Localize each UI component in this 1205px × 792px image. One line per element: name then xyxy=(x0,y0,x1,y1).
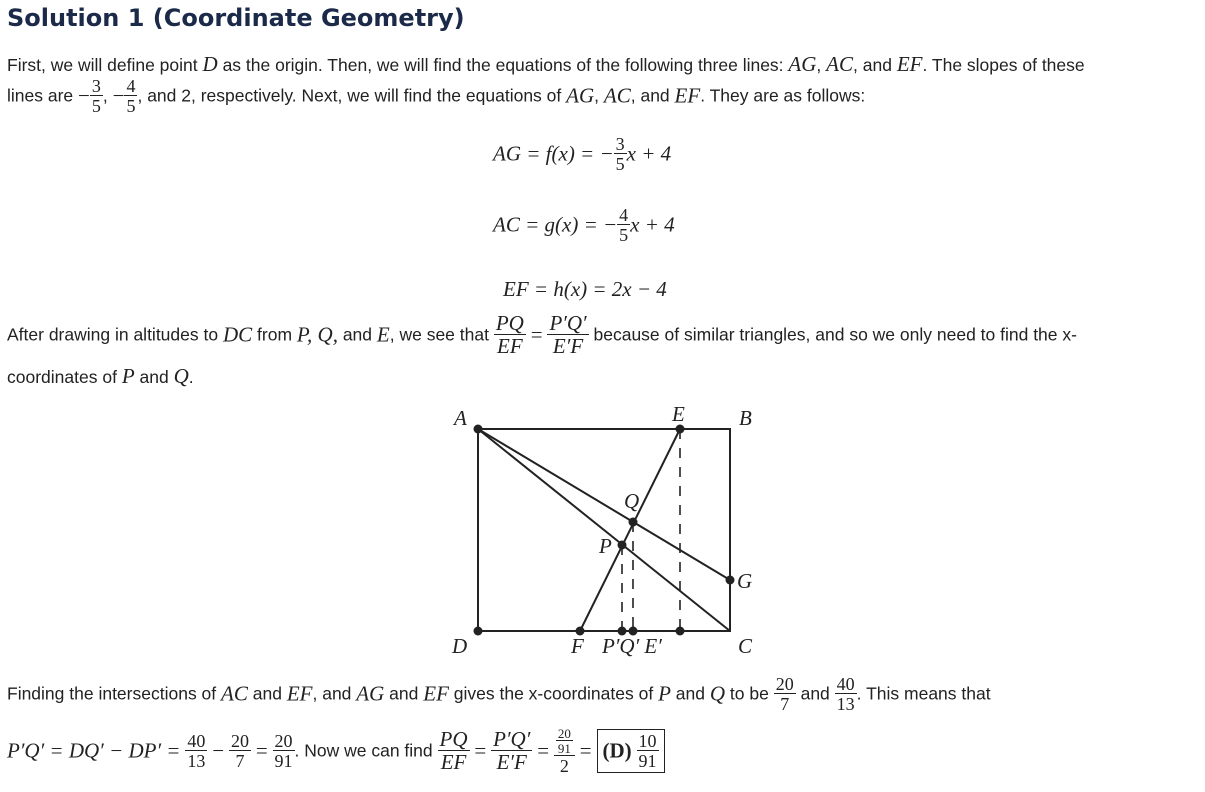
p1-ef: EF xyxy=(896,52,923,76)
p3-text-4: and xyxy=(389,683,419,704)
geometry-diagram xyxy=(440,395,780,665)
p3-text-5: gives the x-coordinates of xyxy=(453,683,654,704)
p2-f1-den: EF xyxy=(494,334,526,357)
paragraph-2-line-1 xyxy=(7,313,1077,357)
p1-text-6: . They are as follows: xyxy=(700,85,866,106)
p4-c-fraction xyxy=(273,732,295,770)
p2-p: P xyxy=(121,364,135,388)
eq2-fraction xyxy=(617,206,630,244)
p2-text-8: . xyxy=(188,367,194,387)
p1-comma-2: , and xyxy=(853,55,892,75)
p1-slope-comma: , xyxy=(102,85,108,106)
p2-fraction-pq-prime xyxy=(547,313,588,357)
p3-q: Q xyxy=(709,681,726,706)
p1-slope2-num: 4 xyxy=(126,76,136,96)
paragraph-1-line-1 xyxy=(7,52,1085,77)
answer-letter: (D) xyxy=(602,738,632,763)
answer-num: 10 xyxy=(638,731,657,751)
eq1-num: 3 xyxy=(615,134,625,154)
p4-equals-1: = xyxy=(255,738,268,763)
p2-dc: DC xyxy=(222,322,253,347)
p4-b-fraction xyxy=(229,732,251,770)
p1-slope1-num: 3 xyxy=(91,76,101,96)
p2-f2-num: P′Q′ xyxy=(549,311,587,335)
answer-den: 91 xyxy=(638,751,657,771)
p3-text-2: and xyxy=(252,683,282,704)
line-ef xyxy=(580,429,680,631)
line-ac xyxy=(478,429,730,631)
eq2-den: 5 xyxy=(619,225,629,245)
p2-f2-den: E′F xyxy=(547,334,588,357)
p2-equals: = xyxy=(530,322,543,347)
p2-fraction-pq-ef xyxy=(494,313,526,357)
p3-ef-2: EF xyxy=(423,681,449,706)
equation-ac xyxy=(493,206,675,244)
p3-x1-num: 20 xyxy=(775,674,794,694)
p4-compound-num xyxy=(554,727,575,755)
paragraph-1-line-2 xyxy=(7,77,865,115)
p3-text-1: Finding the intersections of xyxy=(7,683,217,704)
point-g xyxy=(726,576,735,585)
label-d: D xyxy=(452,634,468,658)
p1-slope2-sign: − xyxy=(112,83,125,108)
p3-p: P xyxy=(658,681,671,706)
p4-equals-3: = xyxy=(537,738,550,763)
p4-f2-num: P′Q′ xyxy=(493,727,531,751)
label-f: F xyxy=(571,634,584,658)
p3-text-7: to be xyxy=(729,683,769,704)
p4-f2-den: E′F xyxy=(491,750,532,773)
p3-text-3: , and xyxy=(312,683,352,704)
p4-a-den: 13 xyxy=(187,751,206,771)
equation-ef: EF = h(x) = 2x − 4 xyxy=(503,277,667,301)
label-e: E xyxy=(672,402,685,426)
p2-text-5: because of similar triangles, and so we only need to find the x- xyxy=(593,324,1077,345)
paragraph-4 xyxy=(7,727,665,775)
p1-slope1-den: 5 xyxy=(91,96,101,116)
p2-e: E xyxy=(376,322,390,347)
eq1-den: 5 xyxy=(615,154,625,174)
p4-inner-den: 91 xyxy=(557,741,571,756)
p4-c-num: 20 xyxy=(274,731,293,751)
p4-b-den: 7 xyxy=(229,750,251,770)
p4-equals-2: = xyxy=(474,738,487,763)
p3-x2-den: 13 xyxy=(836,694,855,714)
p1-slope2-fraction xyxy=(124,77,137,115)
p1-text-5: , and 2, respectively. Next, we will find the equations of xyxy=(137,85,562,106)
p1-text-1: First, we will define point xyxy=(7,55,198,75)
p2-text-2: from xyxy=(257,324,293,345)
p3-text-9: . This means that xyxy=(856,683,991,704)
p2-text-3: and xyxy=(342,324,373,345)
p1-ac-2: AC xyxy=(603,83,631,108)
p2-text-1: After drawing in altitudes to xyxy=(7,324,219,345)
p4-b-num: 20 xyxy=(230,731,249,751)
label-c: C xyxy=(738,634,753,658)
p1-comma-4: , and xyxy=(630,85,670,106)
p2-points: P, Q, xyxy=(296,322,338,347)
equation-ag xyxy=(493,135,671,173)
eq1-fraction xyxy=(614,135,627,173)
p2-q: Q xyxy=(173,364,189,388)
p4-inner-num: 20 xyxy=(557,726,571,741)
p4-compound-den: 2 xyxy=(554,755,575,775)
p4-f1-num: PQ xyxy=(439,727,468,751)
p4-lhs: P′Q′ = DQ′ − DP′ = xyxy=(7,738,181,763)
label-p: P xyxy=(599,534,612,558)
p1-ac: AC xyxy=(826,52,854,76)
p1-slope2-den: 5 xyxy=(126,96,136,116)
label-primes: P′Q′ E′ xyxy=(602,634,662,658)
answer-fraction xyxy=(637,732,659,770)
point-q xyxy=(629,518,638,527)
p1-slope1-sign: − xyxy=(78,83,90,108)
label-a: A xyxy=(454,406,467,430)
p4-c-den: 91 xyxy=(274,751,293,771)
p1-text-2: as the origin. Then, we will find the equations of the following three lines: xyxy=(222,55,784,75)
p1-ag-2: AG xyxy=(566,83,595,108)
p3-ag: AG xyxy=(356,681,385,706)
paragraph-3 xyxy=(7,675,991,713)
p3-ac: AC xyxy=(221,681,248,706)
p1-ef-2: EF xyxy=(674,83,701,108)
p3-x2-num: 40 xyxy=(836,674,855,694)
answer-box xyxy=(597,729,665,773)
p3-text-8: and xyxy=(800,683,830,704)
p4-a-fraction xyxy=(185,732,207,770)
p2-text-4: , we see that xyxy=(389,324,489,345)
label-b: B xyxy=(739,406,752,430)
p1-comma-3: , xyxy=(594,85,600,106)
p2-f1-num: PQ xyxy=(495,311,524,335)
point-d xyxy=(474,627,483,636)
p1-text-3: . The slopes of these xyxy=(922,55,1085,75)
p3-x2-fraction xyxy=(835,675,857,713)
p1-slope1-fraction xyxy=(90,77,103,115)
p1-ag: AG xyxy=(788,52,817,76)
p1-text-4: lines are xyxy=(7,85,74,106)
p4-inner-fraction xyxy=(556,727,573,755)
eq2-num: 4 xyxy=(619,205,629,225)
p3-x1-fraction xyxy=(774,675,796,713)
p4-text-1: . Now we can find xyxy=(294,740,433,761)
eq2-lhs: AC = g(x) = − xyxy=(493,212,618,237)
paragraph-2-line-2 xyxy=(7,364,194,389)
label-g: G xyxy=(737,569,753,593)
eq1-lhs: AG = f(x) = − xyxy=(493,141,614,166)
p3-ef: EF xyxy=(286,681,313,706)
p4-a-num: 40 xyxy=(187,731,206,751)
p4-compound-fraction xyxy=(554,727,575,775)
p2-text-7: and xyxy=(139,367,169,387)
p4-minus: − xyxy=(212,738,225,763)
point-a xyxy=(474,425,483,434)
eq2-rhs: x + 4 xyxy=(630,212,675,237)
label-q: Q xyxy=(624,489,640,513)
p3-text-6: and xyxy=(675,683,705,704)
point-e-prime xyxy=(676,627,685,636)
point-p xyxy=(618,541,627,550)
p1-point-d: D xyxy=(202,52,218,76)
p1-comma-1: , xyxy=(816,55,822,75)
eq1-rhs: x + 4 xyxy=(626,141,672,166)
p3-x1-den: 7 xyxy=(774,693,796,713)
p4-fraction-pq-ef xyxy=(438,729,470,773)
section-heading: Solution 1 (Coordinate Geometry) xyxy=(7,4,465,32)
p2-text-6: coordinates of xyxy=(7,367,117,387)
p4-equals-4: = xyxy=(579,738,592,763)
p4-f1-den: EF xyxy=(438,750,470,773)
p4-fraction-pq-prime xyxy=(491,729,532,773)
